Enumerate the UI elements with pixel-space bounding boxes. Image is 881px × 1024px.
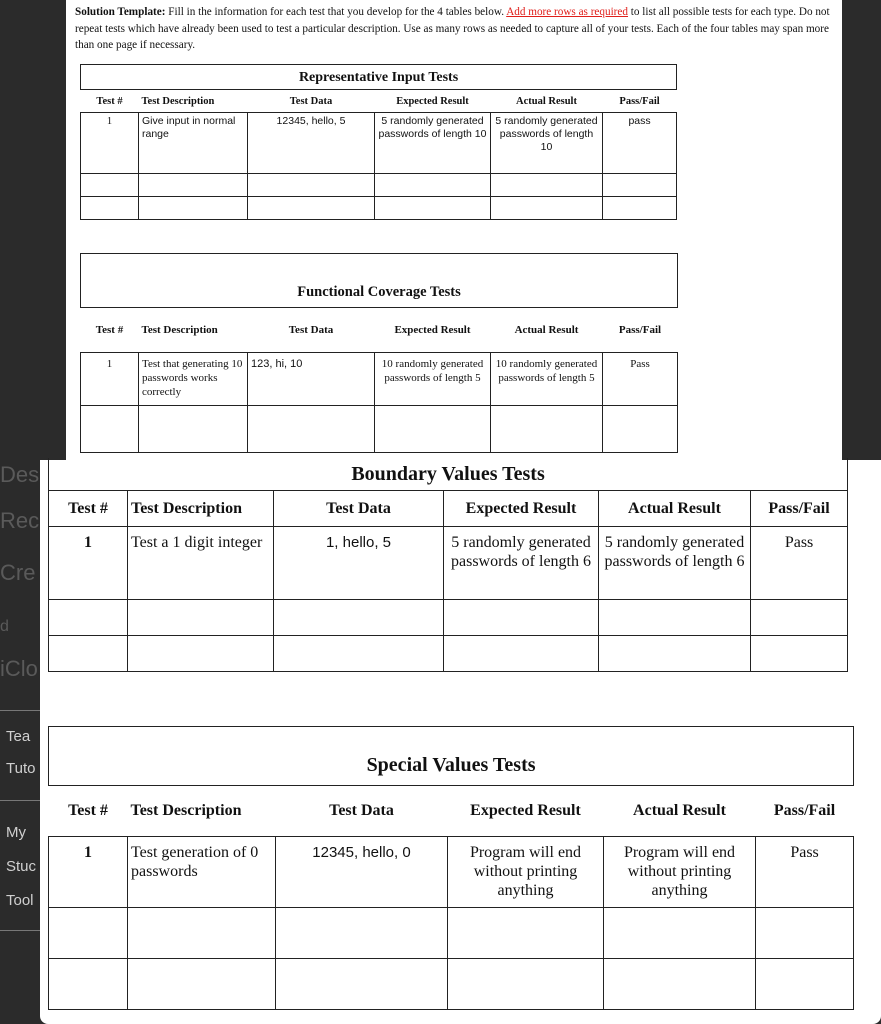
instructions-text: to list all possible tests for each type. Do not repeat tests which have already been used to test a particular description. Use as many rows as needed to capture all of your tests. Each of the four tables may span more than one page if necessary. [75,6,830,51]
col-header: Test Description [128,491,274,527]
cell-test-num[interactable]: 1 [81,353,139,406]
table-row [81,353,678,406]
col-header: Test Data [248,90,375,113]
cell-expected[interactable]: 5 randomly generated passwords of length 10 [375,113,491,174]
add-rows-link[interactable]: Add more rows as required [506,6,628,18]
cell-expected[interactable]: 10 randomly generated passwords of length 5 [375,353,491,406]
table-row-empty [49,959,854,1010]
table-title: Representative Input Tests [81,65,677,90]
col-header: Pass/Fail [603,308,678,353]
sidebar-fragment[interactable]: My [6,824,26,841]
sidebar-fragment[interactable]: Rec [0,508,40,533]
table-title: Functional Coverage Tests [81,254,678,308]
cell-description[interactable]: Test generation of 0 passwords [128,837,276,908]
sidebar-fragment[interactable]: Cre [0,560,36,585]
col-header: Test Data [276,786,448,837]
cell-test-num[interactable]: 1 [49,837,128,908]
instructions-paragraph [75,4,835,54]
cell-description[interactable]: Give input in normal range [139,113,248,174]
table-row-empty [81,406,678,453]
table-title: Boundary Values Tests [49,458,848,491]
cell-pass-fail[interactable]: pass [603,113,677,174]
col-header: Pass/Fail [603,90,677,113]
col-header: Test Description [128,786,276,837]
boundary-values-table [48,458,848,672]
col-header: Expected Result [375,308,491,353]
sidebar-fragment[interactable]: Tea [6,728,31,745]
table-row [81,113,677,174]
cell-actual[interactable]: 10 randomly generated passwords of length 5 [491,353,603,406]
cell-expected[interactable]: 5 randomly generated passwords of length 6 [444,527,599,600]
instructions-label: Solution Template: [75,6,166,18]
col-header: Actual Result [491,308,603,353]
cell-pass-fail[interactable]: Pass [756,837,854,908]
col-header: Test # [49,786,128,837]
cell-data[interactable]: 123, hi, 10 [248,353,375,406]
table-row-empty [49,908,854,959]
cell-pass-fail[interactable]: Pass [603,353,678,406]
representative-input-table [80,64,677,220]
sidebar-fragment[interactable]: Tuto [6,760,36,777]
table-row-empty [81,197,677,220]
cell-actual[interactable]: 5 randomly generated passwords of length 6 [599,527,751,600]
cell-description[interactable]: Test a 1 digit integer [128,527,274,600]
instructions-text: Fill in the information for each test that you develop for the 4 tables below. [165,6,507,18]
col-header: Test # [49,491,128,527]
cell-actual[interactable]: 5 randomly generated passwords of length 10 [491,113,603,174]
sidebar-fragment[interactable]: Des [0,462,40,487]
col-header: Test # [81,308,139,353]
col-header: Test Description [139,308,248,353]
table-title: Special Values Tests [49,727,854,786]
cell-data[interactable]: 1, hello, 5 [274,527,444,600]
cell-actual[interactable]: Program will end without printing anything [604,837,756,908]
col-header: Test Data [248,308,375,353]
col-header: Expected Result [375,90,491,113]
col-header: Pass/Fail [751,491,848,527]
cell-description[interactable]: Test that generating 10 passwords works correctly [139,353,248,406]
sidebar-divider [0,800,40,801]
sidebar-fragment[interactable]: d [0,618,9,635]
sidebar-fragment[interactable]: Tool [6,892,34,909]
col-header: Pass/Fail [756,786,854,837]
col-header: Actual Result [599,491,751,527]
sidebar-divider [0,930,40,931]
col-header: Test Description [139,90,248,113]
col-header: Expected Result [448,786,604,837]
table-row [49,837,854,908]
table-row-empty [81,174,677,197]
cell-test-num[interactable]: 1 [49,527,128,600]
cell-data[interactable]: 12345, hello, 5 [248,113,375,174]
cell-data[interactable]: 12345, hello, 0 [276,837,448,908]
special-values-table [48,726,854,1010]
sidebar-fragment[interactable]: iClo [0,656,38,681]
app-backdrop-right [842,0,881,460]
table-row [49,527,848,600]
col-header: Actual Result [604,786,756,837]
sidebar-fragment[interactable]: Stuc [6,858,37,875]
col-header: Test # [81,90,139,113]
sidebar-divider [0,710,40,711]
cell-pass-fail[interactable]: Pass [751,527,848,600]
table-row-empty [49,600,848,636]
col-header: Actual Result [491,90,603,113]
cell-test-num[interactable]: 1 [81,113,139,174]
table-row-empty [49,636,848,672]
col-header: Expected Result [444,491,599,527]
col-header: Test Data [274,491,444,527]
app-backdrop-left [0,0,66,460]
cell-expected[interactable]: Program will end without printing anything [448,837,604,908]
functional-coverage-table [80,253,678,453]
